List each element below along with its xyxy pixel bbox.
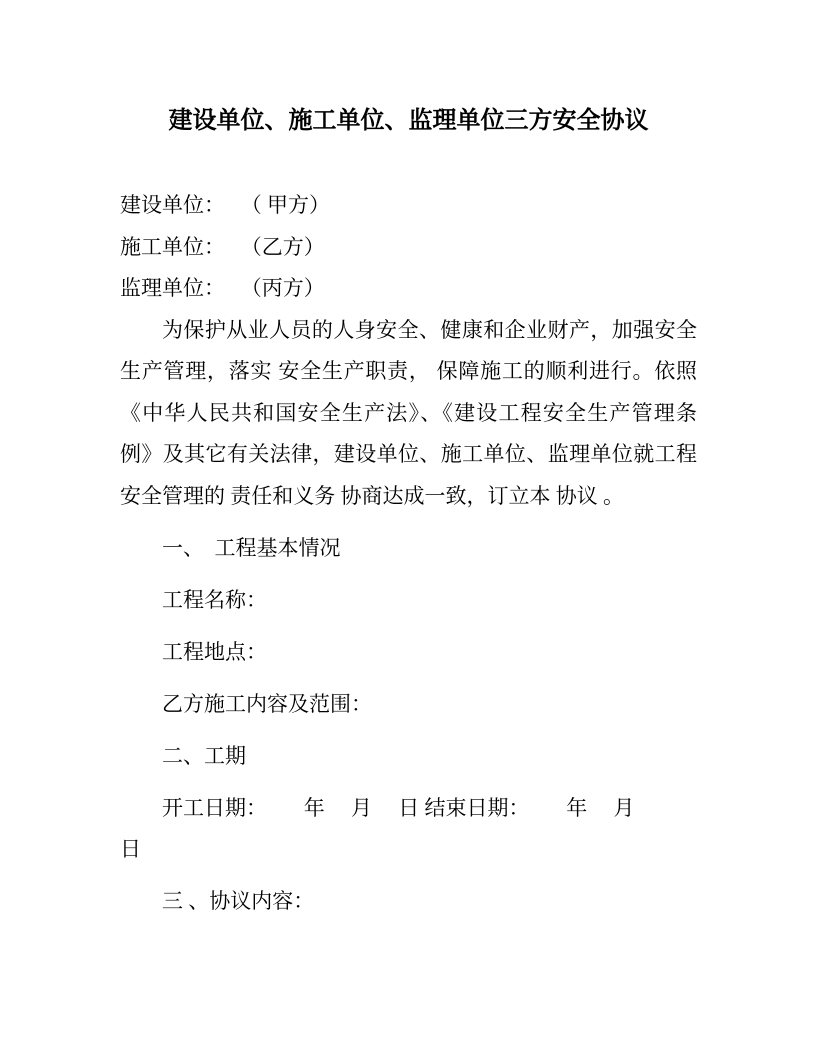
document-title: 建设单位、施工单位、监理单位三方安全协议 xyxy=(168,108,649,134)
schedule-paragraph xyxy=(120,788,697,871)
preamble-line: 《中华人民共和国安全生产法》、《建设工程安全生产管理条 xyxy=(120,400,697,425)
section1-heading: 一、 工程基本情况 xyxy=(162,535,341,560)
field-scope: 乙方施工内容及范围： xyxy=(162,691,372,716)
party-line-supervisor: 监理单位： （丙方） xyxy=(120,276,325,300)
section3-heading: 三 、协议内容： xyxy=(162,889,315,913)
parties-block xyxy=(120,185,697,310)
preamble-line: 安全管理的 责任和义务 协商达成一致，订立本 协议 。 xyxy=(120,483,624,508)
field-project-location: 工程地点： xyxy=(162,639,267,664)
party-line-owner: 建设单位： （ 甲方） xyxy=(120,193,330,217)
schedule-line-wrap: 日 xyxy=(120,837,141,861)
schedule-line: 开工日期： 年 月 日 结束日期： 年 月 xyxy=(162,795,635,820)
field-project-name: 工程名称： xyxy=(162,587,267,612)
section2-heading: 二、工期 xyxy=(162,743,246,768)
preamble-line: 生产管理，落实 安全生产职责， 保障施工的顺利进行。依照 xyxy=(120,359,697,383)
preamble-paragraph xyxy=(120,310,697,518)
party-line-contractor: 施工单位： （乙方） xyxy=(120,234,325,259)
preamble-line: 为保护从业人员的人身安全、健康和企业财产，加强安全 xyxy=(162,317,697,342)
preamble-line: 例》及其它有关法律，建设单位、施工单位、监理单位就工程 xyxy=(120,442,697,466)
